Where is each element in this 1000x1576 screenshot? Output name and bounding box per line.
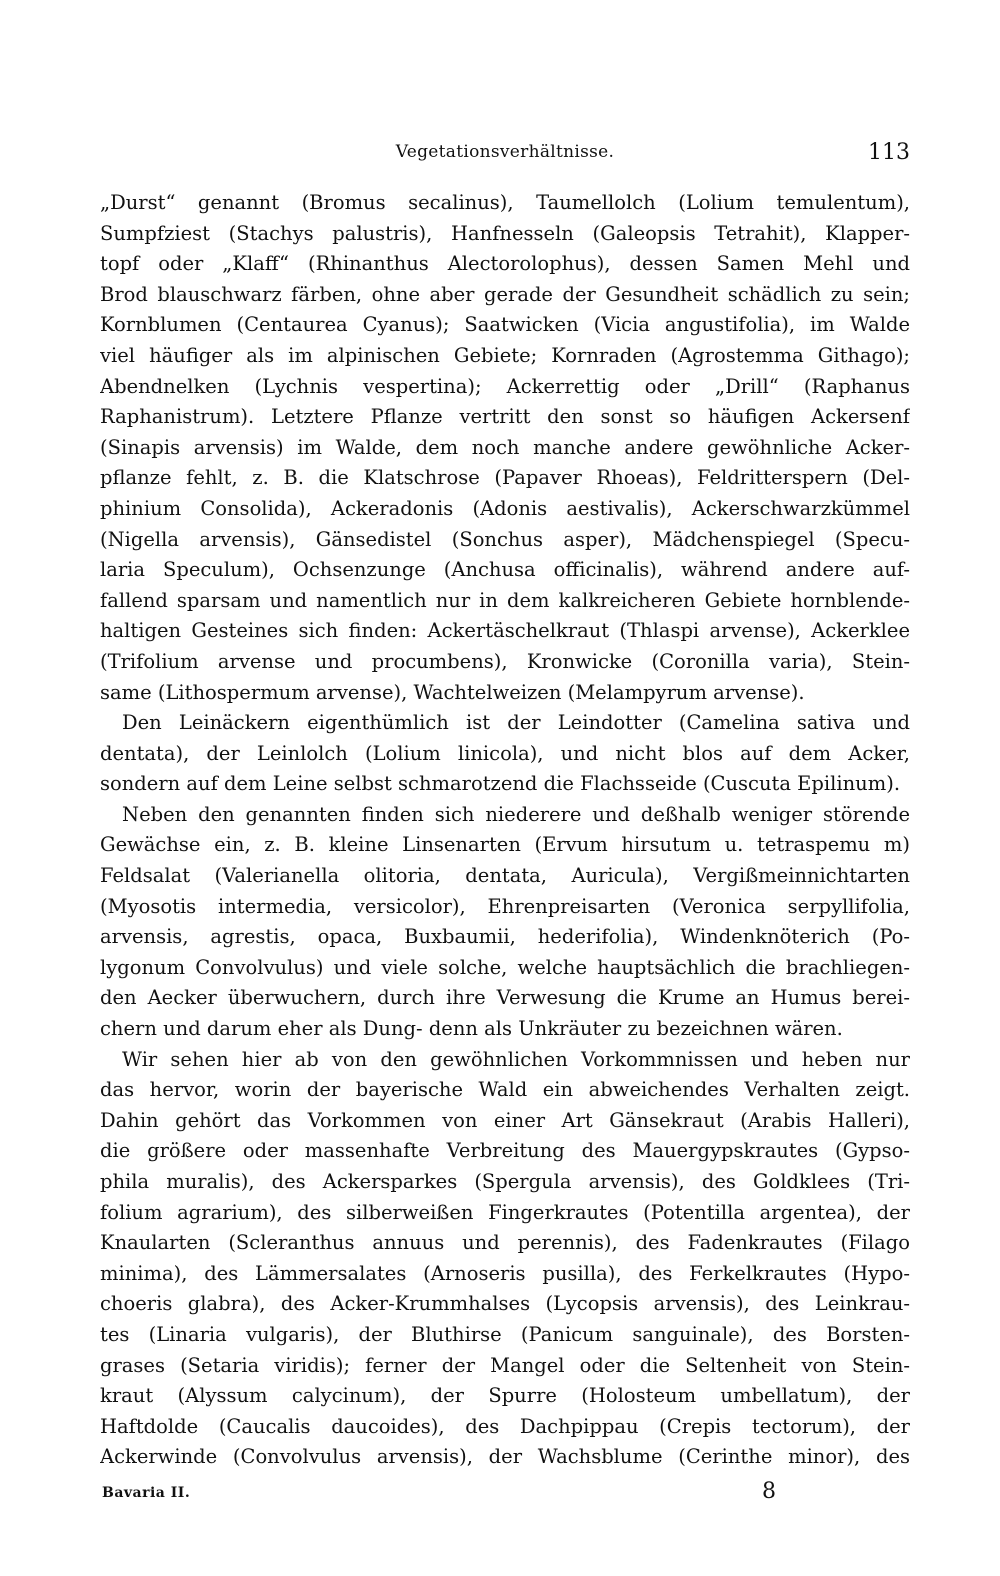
text-line: das hervor, worin der bayerische Wald ein abweichendes Verhalten zeigt. [100, 1078, 910, 1102]
text-line: sondern auf dem Leine selbst schmarotzend die Flachsseide (Cuscuta Epilinum). [100, 772, 901, 796]
text-line: (Sinapis arvensis) im Walde, dem noch manche andere gewöhnliche Acker- [100, 435, 910, 459]
text-line: lygonum Convolvulus) und viele solche, welche hauptsächlich die brachliegen- [100, 955, 910, 979]
page-header [100, 140, 910, 180]
text-line: phila muralis), des Ackersparkes (Spergula arvensis), des Goldklees (Tri- [100, 1170, 910, 1193]
text-line: Feldsalat (Valerianella olitoria, dentata, Auricula), Vergißmeinnichtarten [100, 864, 910, 888]
body-text [100, 188, 910, 1473]
text-line: phinium Consolida), Ackeradonis (Adonis aestivalis), Ackerschwarzkümmel [100, 496, 910, 520]
text-line: pflanze fehlt, z. B. die Klatschrose (Papaver Rhoeas), Feldritterspern (Del- [100, 466, 910, 490]
text-line: Sumpfziest (Stachys palustris), Hanfnesseln (Galeopsis Tetrahit), Klapper- [100, 221, 910, 245]
text-line: Ackerwinde (Convolvulus arvensis), der Wachsblume (Cerinthe minor), des [100, 1445, 910, 1469]
text-line: choeris glabra), des Acker-Krummhalses (Lycopsis arvensis), des Leinkrau- [100, 1292, 910, 1316]
text-line: haltigen Gesteines sich finden: Ackertäschelkraut (Thlaspi arvense), Ackerklee [100, 619, 910, 643]
text-line: arvensis, agrestis, opaca, Buxbaumii, hederifolia), Windenknöterich (Po- [100, 925, 910, 949]
text-line: (Nigella arvensis), Gänsedistel (Sonchus asper), Mädchenspiegel (Specu- [100, 527, 910, 551]
running-head: Vegetationsverhältnisse. [395, 142, 615, 162]
sheet-number: 8 [762, 1478, 776, 1504]
text-line: „Durst“ genannt (Bromus secalinus), Taumellolch (Lolium temulentum), [100, 191, 910, 214]
text-line: Dahin gehört das Vorkommen von einer Art Gänsekraut (Arabis Halleri), [100, 1108, 910, 1132]
text-line: Den Leinäckern eigenthümlich ist der Leindotter (Camelina sativa und [122, 711, 910, 735]
text-line: grases (Setaria viridis); ferner der Mangel oder die Seltenheit von Stein- [100, 1353, 910, 1377]
page-number: 113 [868, 140, 910, 165]
text-line: chern und darum eher als Dung- denn als Unkräuter zu bezeichnen wären. [100, 1017, 843, 1041]
text-line: Wir sehen hier ab von den gewöhnlichen Vorkommnissen und heben nur [122, 1047, 910, 1071]
text-line: Haftdolde (Caucalis daucoides), des Dachpippau (Crepis tectorum), der [100, 1414, 910, 1438]
text-line: den Aecker überwuchern, durch ihre Verwesung die Krume an Humus berei- [100, 986, 910, 1010]
text-line: topf oder „Klaff“ (Rhinanthus Alectorolophus), dessen Samen Mehl und [100, 252, 910, 276]
text-line: same (Lithospermum arvense), Wachtelweizen (Melampyrum arvense). [100, 680, 805, 704]
text-line: Brod blauschwarz färben, ohne aber gerade der Gesundheit schädlich zu sein; [100, 282, 910, 306]
text-line: Knaularten (Scleranthus annuus und perennis), des Fadenkrautes (Filago [100, 1231, 910, 1255]
page-footer [100, 1479, 910, 1519]
text-line: viel häufiger als im alpinischen Gebiete; Kornraden (Agrostemma Githago); [100, 343, 910, 367]
book-page [100, 140, 910, 1519]
text-line: kraut (Alyssum calycinum), der Spurre (Holosteum umbellatum), der [100, 1384, 910, 1408]
text-line: fallend sparsam und namentlich nur in dem kalkreicheren Gebiete hornblende- [100, 588, 910, 612]
text-line: Raphanistrum). Letztere Pflanze vertritt den sonst so häufigen Ackersenf [100, 405, 910, 429]
text-line: laria Speculum), Ochsenzunge (Anchusa officinalis), während andere auf- [100, 558, 910, 582]
text-line: (Myosotis intermedia, versicolor), Ehrenpreisarten (Veronica serpyllifolia, [100, 894, 910, 918]
text-line: (Trifolium arvense und procumbens), Kronwicke (Coronilla varia), Stein- [100, 649, 910, 673]
text-line: minima), des Lämmersalates (Arnoseris pusilla), des Ferkelkrautes (Hypo- [100, 1261, 910, 1285]
text-line: die größere oder massenhafte Verbreitung des Mauergypskrautes (Gypso- [100, 1139, 910, 1163]
text-line: Neben den genannten finden sich niederere und deßhalb weniger störende [122, 802, 910, 826]
text-line: dentata), der Leinlolch (Lolium linicola), und nicht blos auf dem Acker, [100, 741, 910, 765]
text-line: Gewächse ein, z. B. kleine Linsenarten (Ervum hirsutum u. tetraspemu m) [100, 833, 910, 857]
text-line: folium agrarium), des silberweißen Fingerkrautes (Potentilla argentea), der [100, 1200, 910, 1224]
text-line: tes (Linaria vulgaris), der Bluthirse (Panicum sanguinale), des Borsten- [100, 1322, 910, 1346]
text-line: Abendnelken (Lychnis vespertina); Ackerrettig oder „Drill“ (Raphanus [100, 374, 910, 398]
text-line: Kornblumen (Centaurea Cyanus); Saatwicken (Vicia angustifolia), im Walde [100, 313, 910, 337]
signature-mark: Bavaria II. [102, 1484, 191, 1501]
